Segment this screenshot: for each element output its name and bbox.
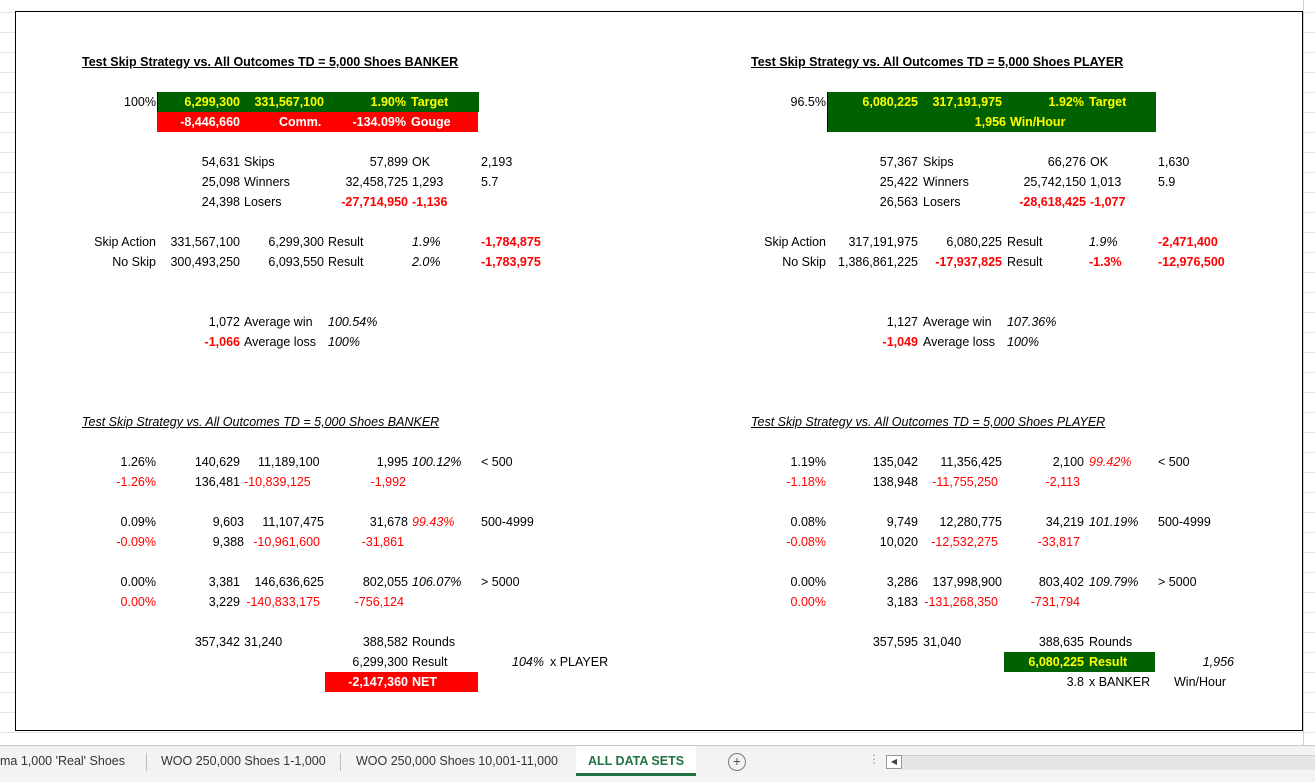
- player-b3-pct-loss: 0.00%: [790, 595, 826, 609]
- banker-b1-range: < 500: [481, 455, 513, 469]
- banker-avg-win-pct: 100.54%: [328, 315, 378, 329]
- banker-b2-range: 500-4999: [481, 515, 534, 529]
- player-win-hour-label-bottom: Win/Hour: [1174, 675, 1227, 689]
- banker-b1-value-loss: -10,839,125: [244, 475, 311, 489]
- player-win-hour-value: 1,956: [974, 115, 1006, 129]
- banker-avg-loss-label: Average loss: [244, 335, 317, 349]
- player-ok-label: OK: [1090, 155, 1109, 169]
- banker-total-skips: 31,240: [244, 635, 283, 649]
- banker-b2-count-win: 9,603: [212, 515, 244, 529]
- banker-avg-win-value: 1,072: [208, 315, 240, 329]
- player-b3-value-win: 137,998,900: [932, 575, 1002, 589]
- player-no-skip-diff: -12,976,500: [1158, 255, 1225, 269]
- banker-skip-action-diff: -1,784,875: [481, 235, 541, 249]
- banker-skip-action-result: 6,299,300: [268, 235, 324, 249]
- player-bottom-title: Test Skip Strategy vs. All Outcomes TD = 5,000 Shoes PLAYER: [751, 415, 1106, 429]
- banker-total-rounds: 388,582: [362, 635, 408, 649]
- player-winners-count: 25,422: [879, 175, 918, 189]
- banker-b2-pct-win: 0.09%: [120, 515, 156, 529]
- tab-real-shoes[interactable]: ma 1,000 'Real' Shoes: [0, 754, 125, 768]
- banker-losers-label: Losers: [244, 195, 282, 209]
- banker-b2-value-win: 11,107,475: [262, 515, 324, 529]
- player-b1-range: < 500: [1158, 455, 1190, 469]
- player-no-skip-value: 1,386,861,225: [838, 255, 918, 269]
- banker-winners-count: 25,098: [201, 175, 240, 189]
- banker-gouge-pct: -134.09%: [352, 115, 406, 129]
- player-no-skip-result: -17,937,825: [935, 255, 1002, 269]
- player-b3-avg-loss: -731,794: [1030, 595, 1080, 609]
- banker-avg-loss-value: -1,066: [204, 335, 240, 349]
- banker-b3-value-win: 146,636,625: [254, 575, 324, 589]
- player-no-skip-label: No Skip: [782, 255, 826, 269]
- player-b2-value-win: 12,280,775: [939, 515, 1002, 529]
- banker-b2-ratio: 99.43%: [412, 515, 455, 529]
- vertical-dots-icon[interactable]: ⋮: [868, 752, 880, 766]
- banker-b3-pct-loss: 0.00%: [120, 595, 156, 609]
- banker-ok-label: OK: [412, 155, 431, 169]
- player-losers-avg: -1,077: [1090, 195, 1126, 209]
- player-b2-value-loss: -12,532,275: [931, 535, 998, 549]
- banker-skip-action-pct: 1.9%: [412, 235, 441, 249]
- player-target-pct: 1.92%: [1048, 95, 1084, 109]
- player-avg-win-label: Average win: [923, 315, 992, 329]
- banker-b3-value-loss: -140,833,175: [246, 595, 320, 609]
- banker-skips-label: Skips: [244, 155, 275, 169]
- tab-woo-1-1000[interactable]: WOO 250,000 Shoes 1-1,000: [161, 754, 326, 768]
- banker-b1-count-win: 140,629: [194, 455, 240, 469]
- player-result-label: Result: [1089, 655, 1128, 669]
- player-b2-count-win: 9,749: [886, 515, 918, 529]
- banker-no-skip-value: 300,493,250: [170, 255, 240, 269]
- player-ok-extra: 1,630: [1158, 155, 1190, 169]
- banker-result-compare: x PLAYER: [550, 655, 609, 669]
- banker-rounds-label: Rounds: [412, 635, 456, 649]
- player-skip-action-label: Skip Action: [764, 235, 826, 249]
- plus-circle-icon[interactable]: +: [728, 753, 746, 771]
- banker-no-skip-pct: 2.0%: [412, 255, 441, 269]
- banker-b1-value-win: 11,189,100: [258, 455, 320, 469]
- player-b1-ratio: 99.42%: [1089, 455, 1132, 469]
- player-b1-value-loss: -11,755,250: [932, 475, 998, 489]
- player-avg-loss-value: -1,049: [882, 335, 918, 349]
- player-skip-action-result: 6,080,225: [946, 235, 1002, 249]
- player-winners-label: Winners: [923, 175, 969, 189]
- player-skips-label: Skips: [923, 155, 954, 169]
- player-ok-count: 66,276: [1047, 155, 1086, 169]
- player-winners-value: 25,742,150: [1023, 175, 1086, 189]
- banker-skip-action-label: Skip Action: [94, 235, 156, 249]
- player-b3-avg-win: 803,402: [1038, 575, 1084, 589]
- player-avg-loss-label: Average loss: [923, 335, 996, 349]
- banker-b2-pct-loss: -0.09%: [116, 535, 156, 549]
- banker-result-value: 6,299,300: [184, 95, 240, 109]
- player-avg-win-value: 1,127: [886, 315, 918, 329]
- banker-b2-count-loss: 9,388: [212, 535, 244, 549]
- player-skip-action-pct: 1.9%: [1089, 235, 1118, 249]
- banker-skip-action-value: 331,567,100: [170, 235, 240, 249]
- banker-action-value: 331,567,100: [254, 95, 324, 109]
- banker-winners-label: Winners: [244, 175, 290, 189]
- banker-b1-pct-loss: -1.26%: [116, 475, 156, 489]
- banker-b1-pct-win: 1.26%: [120, 455, 156, 469]
- banker-result-total: 6,299,300: [352, 655, 408, 669]
- banker-losers-count: 24,398: [201, 195, 240, 209]
- tab-separator: [340, 753, 341, 771]
- banker-result-label: Result: [412, 655, 448, 669]
- banker-total-wins: 357,342: [194, 635, 240, 649]
- banker-avg-win-label: Average win: [244, 315, 313, 329]
- banker-b3-avg-win: 802,055: [362, 575, 408, 589]
- player-skip-action-value: 317,191,975: [848, 235, 918, 249]
- player-banker-ratio: 3.8: [1066, 675, 1084, 689]
- player-b1-avg-loss: -2,113: [1045, 475, 1080, 489]
- player-result-value: 6,080,225: [862, 95, 918, 109]
- banker-ok-count: 57,899: [369, 155, 408, 169]
- banker-b3-range: > 5000: [481, 575, 520, 589]
- player-total-skips: 31,040: [923, 635, 962, 649]
- banker-comm-label: Comm.: [279, 115, 322, 129]
- banker-b3-avg-loss: -756,124: [354, 595, 404, 609]
- banker-skip-action-result-label: Result: [328, 235, 364, 249]
- player-winners-avg: 1,013: [1090, 175, 1122, 189]
- banker-ok-extra: 2,193: [481, 155, 513, 169]
- player-top-title: Test Skip Strategy vs. All Outcomes TD = 5,000 Shoes PLAYER: [751, 55, 1124, 69]
- horizontal-scrollbar[interactable]: [902, 755, 1315, 770]
- player-b3-ratio: 109.79%: [1089, 575, 1139, 589]
- banker-b3-count-win: 3,381: [208, 575, 240, 589]
- banker-b2-avg-win: 31,678: [369, 515, 408, 529]
- player-b2-pct-loss: -0.08%: [786, 535, 826, 549]
- player-total-wins: 357,595: [872, 635, 918, 649]
- player-skip-action-result-label: Result: [1007, 235, 1043, 249]
- banker-top-title: Test Skip Strategy vs. All Outcomes TD = 5,000 Shoes BANKER: [82, 55, 459, 69]
- player-b3-pct-win: 0.00%: [790, 575, 826, 589]
- player-win-hour-label: Win/Hour: [1010, 115, 1066, 129]
- banker-losers-avg: -1,136: [412, 195, 448, 209]
- player-b1-count-win: 135,042: [872, 455, 918, 469]
- player-skips-count: 57,367: [879, 155, 918, 169]
- banker-pct: 100%: [124, 95, 156, 109]
- banker-b3-count-loss: 3,229: [208, 595, 240, 609]
- player-b1-value-win: 11,356,425: [940, 455, 1002, 469]
- tab-all-data-sets[interactable]: ALL DATA SETS: [576, 746, 696, 776]
- player-b2-ratio: 101.19%: [1089, 515, 1139, 529]
- banker-b1-count-loss: 136,481: [194, 475, 240, 489]
- banker-net-value: -2,147,360: [348, 675, 408, 689]
- banker-avg-loss-pct: 100%: [328, 335, 360, 349]
- player-action-value: 317,191,975: [932, 95, 1002, 109]
- player-no-skip-pct: -1.3%: [1089, 255, 1122, 269]
- player-b2-range: 500-4999: [1158, 515, 1211, 529]
- banker-winners-avg: 1,293: [412, 175, 444, 189]
- tab-separator: [146, 753, 147, 771]
- banker-result-pct: 104%: [512, 655, 544, 669]
- banker-b1-avg-win: 1,995: [376, 455, 408, 469]
- banker-b1-avg-loss: -1,992: [370, 475, 406, 489]
- player-b1-pct-win: 1.19%: [790, 455, 826, 469]
- player-losers-count: 26,563: [879, 195, 918, 209]
- player-losers-label: Losers: [923, 195, 961, 209]
- column-edge: [1303, 0, 1304, 745]
- player-b3-value-loss: -131,268,350: [924, 595, 998, 609]
- player-b1-avg-win: 2,100: [1052, 455, 1084, 469]
- player-no-skip-result-label: Result: [1007, 255, 1043, 269]
- banker-no-skip-result-label: Result: [328, 255, 364, 269]
- player-result-total: 6,080,225: [1028, 655, 1084, 669]
- player-rounds-label: Rounds: [1089, 635, 1133, 649]
- player-pct: 96.5%: [790, 95, 826, 109]
- player-winners-ratio: 5.9: [1158, 175, 1176, 189]
- banker-b3-ratio: 106.07%: [412, 575, 462, 589]
- player-banker-label: x BANKER: [1089, 675, 1151, 689]
- player-target-label: Target: [1089, 95, 1127, 109]
- player-losers-value: -28,618,425: [1019, 195, 1086, 209]
- player-b2-count-loss: 10,020: [879, 535, 918, 549]
- banker-no-skip-result: 6,093,550: [268, 255, 324, 269]
- player-b2-avg-win: 34,219: [1045, 515, 1084, 529]
- player-win-hour-total: 1,956: [1202, 655, 1234, 669]
- banker-gouge-label: Gouge: [411, 115, 451, 129]
- banker-bottom-title: Test Skip Strategy vs. All Outcomes TD = 5,000 Shoes BANKER: [82, 415, 440, 429]
- player-avg-loss-pct: 100%: [1007, 335, 1039, 349]
- player-total-rounds: 388,635: [1038, 635, 1084, 649]
- player-avg-win-pct: 107.36%: [1007, 315, 1057, 329]
- banker-no-skip-diff: -1,783,975: [481, 255, 541, 269]
- banker-comm-value: -8,446,660: [180, 115, 240, 129]
- banker-target-pct: 1.90%: [370, 95, 406, 109]
- banker-no-skip-label: No Skip: [112, 255, 156, 269]
- sheet-tab-bar: [0, 745, 1315, 782]
- player-b3-count-win: 3,286: [886, 575, 918, 589]
- banker-winners-ratio: 5.7: [481, 175, 499, 189]
- banker-skips-count: 54,631: [201, 155, 240, 169]
- player-b3-range: > 5000: [1158, 575, 1197, 589]
- banker-b1-ratio: 100.12%: [412, 455, 462, 469]
- player-b2-avg-loss: -33,817: [1037, 535, 1080, 549]
- player-b1-count-loss: 138,948: [872, 475, 918, 489]
- banker-b2-avg-loss: -31,861: [361, 535, 404, 549]
- banker-b3-pct-win: 0.00%: [120, 575, 156, 589]
- scroll-left-icon[interactable]: ◀: [886, 755, 902, 769]
- player-skip-action-diff: -2,471,400: [1158, 235, 1218, 249]
- banker-losers-value: -27,714,950: [341, 195, 408, 209]
- banker-winners-value: 32,458,725: [345, 175, 408, 189]
- player-b1-pct-loss: -1.18%: [786, 475, 826, 489]
- banker-net-label: NET: [412, 675, 437, 689]
- banker-b2-value-loss: -10,961,600: [253, 535, 320, 549]
- player-b2-pct-win: 0.08%: [790, 515, 826, 529]
- banker-target-label: Target: [411, 95, 449, 109]
- player-b3-count-loss: 3,183: [886, 595, 918, 609]
- tab-woo-10001-11000[interactable]: WOO 250,000 Shoes 10,001-11,000: [356, 754, 558, 768]
